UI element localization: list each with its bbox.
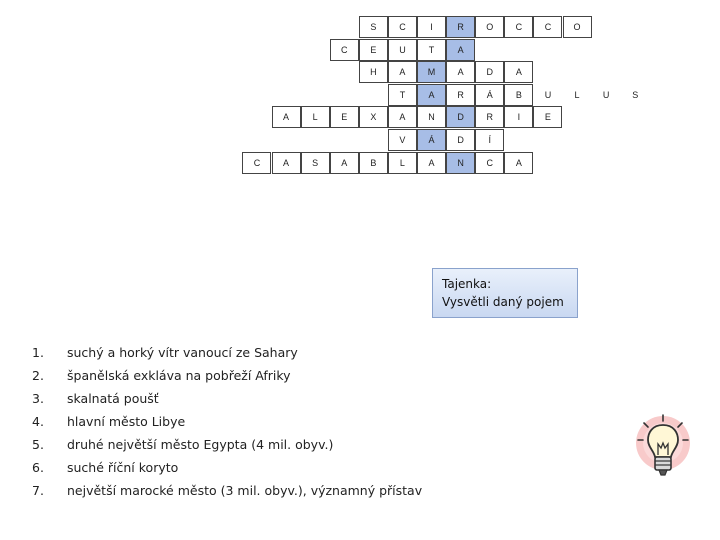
- crossword-cell: V: [388, 129, 417, 151]
- crossword-cell: A: [272, 152, 301, 174]
- crossword-cell: N: [417, 106, 446, 128]
- crossword-cell: D: [475, 61, 504, 83]
- clue-number: 5.: [32, 437, 44, 452]
- crossword-key-cell: A: [446, 39, 475, 61]
- crossword-cell: C: [330, 39, 359, 61]
- crossword-cell: Á: [475, 84, 504, 106]
- crossword-cell: S: [632, 89, 639, 100]
- crossword-cell: S: [359, 16, 388, 38]
- crossword-cell: E: [533, 106, 562, 128]
- crossword-cell: L: [574, 89, 580, 100]
- crossword-key-cell: A: [417, 84, 446, 106]
- crossword-cell: A: [446, 61, 475, 83]
- clue-text: skalnatá poušť: [67, 391, 159, 406]
- clue-text: největší marocké město (3 mil. obyv.), významný přístav: [67, 483, 423, 498]
- clue-text: druhé největší město Egypta (4 mil. obyv.): [67, 437, 334, 452]
- crossword-key-cell: N: [446, 152, 475, 174]
- crossword-cell: T: [388, 84, 417, 106]
- crossword-cell: C: [504, 16, 533, 38]
- crossword-cell: C: [475, 152, 504, 174]
- clue-number: 6.: [32, 460, 44, 475]
- crossword-cell: E: [359, 39, 388, 61]
- clue-text: suché říční koryto: [67, 460, 179, 475]
- crossword-cell: R: [446, 84, 475, 106]
- crossword-cell: C: [242, 152, 271, 174]
- crossword-cell: B: [504, 84, 533, 106]
- crossword-cell: X: [359, 106, 388, 128]
- crossword-cell: R: [475, 106, 504, 128]
- crossword-key-cell: Á: [417, 129, 446, 151]
- crossword-cell: I: [417, 16, 446, 38]
- tajenka-box: [432, 268, 578, 318]
- clue-number: 4.: [32, 414, 44, 429]
- crossword-cell: A: [388, 61, 417, 83]
- crossword-cell: A: [504, 61, 533, 83]
- crossword-cell: T: [417, 39, 446, 61]
- crossword-key-cell: R: [446, 16, 475, 38]
- crossword-cell: A: [388, 106, 417, 128]
- crossword-cell: I: [504, 106, 533, 128]
- crossword-key-cell: M: [417, 61, 446, 83]
- clue-number: 7.: [32, 483, 44, 498]
- crossword-cell: O: [563, 16, 592, 38]
- clue-text: španělská exkláva na pobřeží Afriky: [67, 368, 291, 383]
- crossword-cell: L: [301, 106, 330, 128]
- crossword-cell: C: [533, 16, 562, 38]
- crossword-cell: U: [602, 89, 610, 100]
- clue-number: 1.: [32, 345, 44, 360]
- clue-text: suchý a horký vítr vanoucí ze Sahary: [67, 345, 298, 360]
- tajenka-subtitle: Vysvětli daný pojem: [442, 295, 564, 309]
- clue-number: 3.: [32, 391, 44, 406]
- crossword-cell: U: [544, 89, 552, 100]
- crossword-cell: A: [272, 106, 301, 128]
- crossword-cell: A: [504, 152, 533, 174]
- tajenka-title: Tajenka:: [442, 277, 492, 291]
- crossword-cell: D: [446, 129, 475, 151]
- crossword-cell: H: [359, 61, 388, 83]
- crossword-cell: C: [388, 16, 417, 38]
- lightbulb-icon: [632, 412, 694, 488]
- crossword-grid: [0, 0, 720, 190]
- crossword-cell: U: [388, 39, 417, 61]
- crossword-cell: L: [388, 152, 417, 174]
- clue-number: 2.: [32, 368, 44, 383]
- crossword-key-cell: D: [446, 106, 475, 128]
- crossword-cell: B: [359, 152, 388, 174]
- crossword-cell: A: [417, 152, 446, 174]
- crossword-cell: O: [475, 16, 504, 38]
- crossword-cell: Í: [475, 129, 504, 151]
- clue-text: hlavní město Libye: [67, 414, 186, 429]
- crossword-cell: A: [330, 152, 359, 174]
- crossword-cell: E: [330, 106, 359, 128]
- crossword-cell: S: [301, 152, 330, 174]
